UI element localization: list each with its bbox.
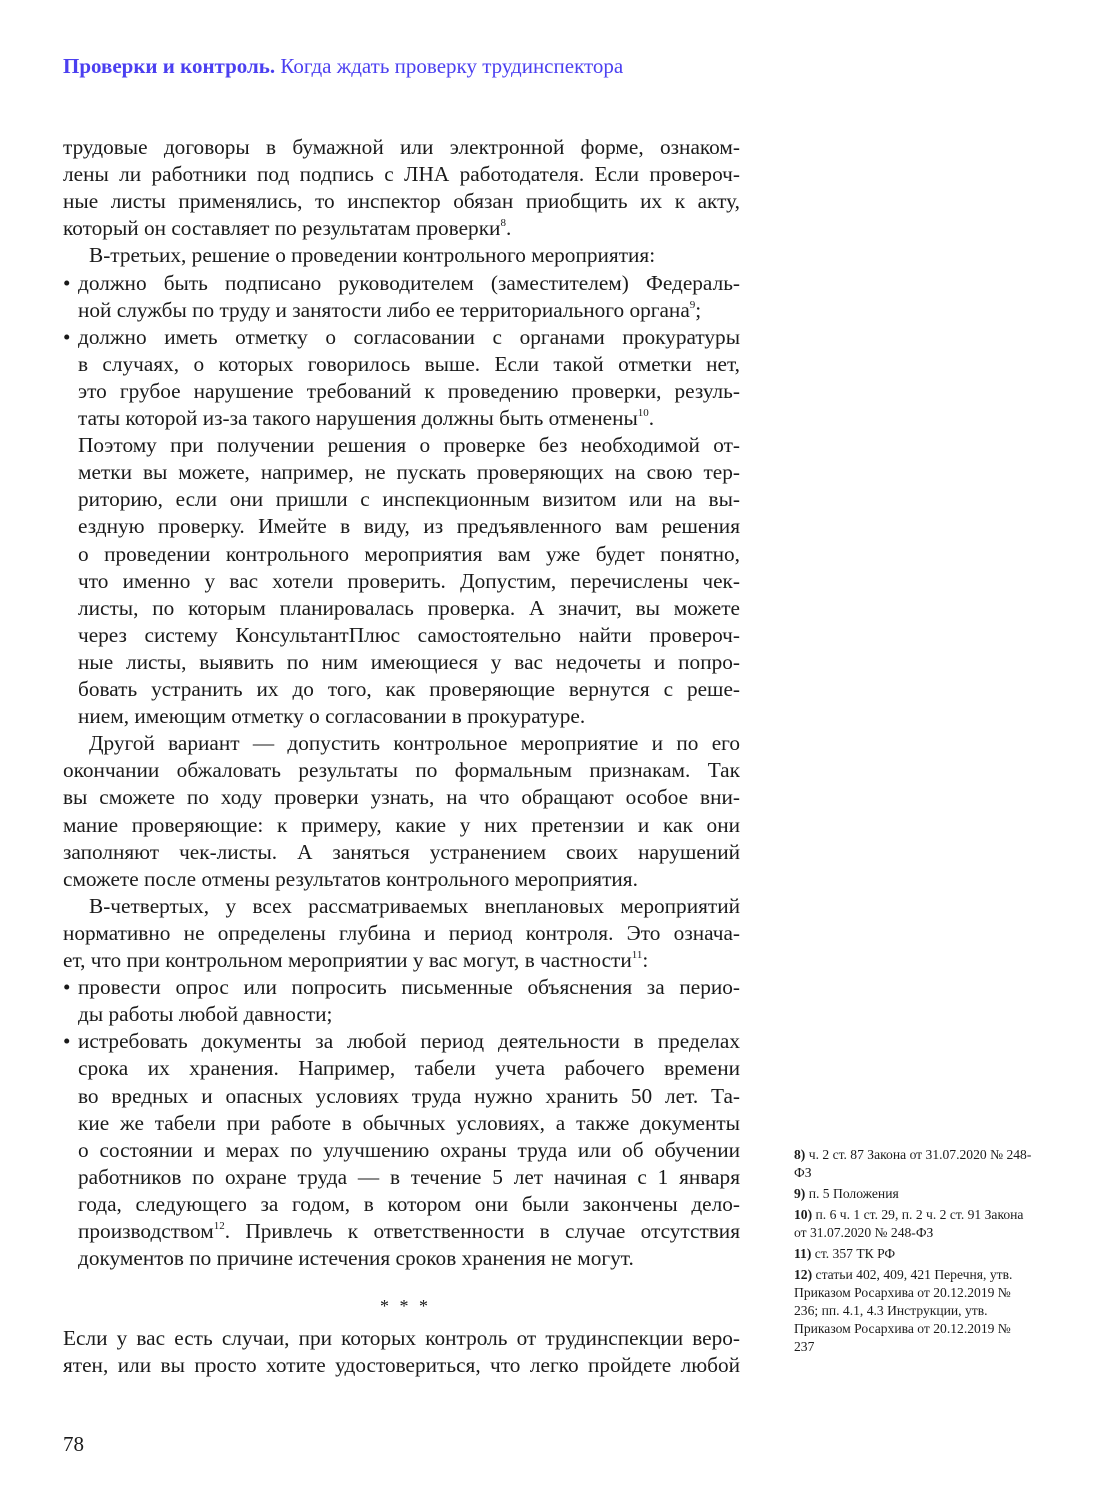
running-header [63,54,623,79]
footnote-number: 9) [794,1186,809,1201]
footnote-text: статьи 402, 409, 421 Перечня, утв. Приказом Росархива от 20.12.2019 № 236; пп. 4.1, 4.3 Инструкции, утв. Приказом Росархива от 20.12.2019 № 237 [794,1267,1013,1354]
text-line: производством$^{12}$. Привлечь к ответственности в случае отсутствия [78,1219,740,1243]
text-line: ятен, или вы просто хотите удостовериться, что легко пройдете любой [63,1353,740,1377]
text-line: риторию, если они пришли с инспекционным визитом или на вы- [78,487,740,512]
footnotes [794,1146,1034,1359]
text-line: года, следующего за годом, в котором они были закончены дело- [78,1191,740,1216]
text-line: мание проверяющие: к примеру, какие у них претензии и как они [63,812,740,837]
footnote-text: ч. 2 ст. 87 Закона от 31.07.2020 № 248-ФЗ [794,1147,1032,1180]
footnote-text: ст. 357 ТК РФ [814,1246,896,1261]
section-separator: * * * [380,1296,431,1316]
text-line: через систему КонсультантПлюс самостоятельно найти провероч- [78,622,740,647]
footnote-ref: 8 [500,217,506,230]
text-line: кие же табели при работе в обычных условиях, а также документы [78,1110,740,1135]
text-line: документов по причине истечения сроков хранения не могут. [78,1246,634,1271]
text-line: ные листы, выявить по ним имеющиеся у вас недочеты и попро- [78,649,740,674]
footnote-number: 8) [794,1147,809,1162]
footnote-ref: 11 [631,949,643,961]
page-number: 78 [63,1432,84,1456]
footnote-text: п. 6 ч. 1 ст. 29, п. 2 ч. 2 ст. 91 Закона от 31.07.2020 № 248-ФЗ [794,1207,1024,1240]
text-line: трудовые договоры в бумажной или электронной форме, ознаком- [63,135,740,159]
text-line: что именно у вас хотели проверить. Допустим, перечислены чек- [78,568,740,593]
text-line: Поэтому при получении решения о проверке без необходимой от- [78,433,740,458]
footnote-number: 12) [794,1267,816,1282]
text-line: нормативно не определены глубина и период контроля. Это означа- [63,920,740,945]
text-line: ной службы по труду и занятости либо ее территориального органа$^9$; [78,297,702,322]
text-line: Другой вариант — допустить контрольное мероприятие и по его [89,731,740,756]
text-line: во вредных и опасных условиях труда нужно хранить 50 лет. Та- [78,1083,740,1108]
footnote-ref: 10 [637,407,649,419]
text-line: лены ли работники под подпись с ЛНА работодателя. Если провероч- [63,162,740,187]
text-line: сможете после отмены результатов контрольного мероприятия. [63,866,638,891]
text-line: В-четвертых, у всех рассматриваемых внеплановых мероприятий [89,893,740,918]
text-line: в случаях, о которых говорилось выше. Если такой отметки нет, [78,351,740,376]
text-line: таты которой из-за такого нарушения должны быть отменены$^{10}$. [78,406,655,430]
footnote-ref: 9 [689,298,696,311]
text-line: работников по охране труда — в течение 5 лет начиная с 1 января [78,1164,740,1189]
text-line: вы сможете по ходу проверки узнать, на что обращают особое вни- [63,785,740,810]
text-line: о проведении контрольного мероприятия вам уже будет понятно, [78,541,740,566]
footnote-number: 10) [794,1207,816,1222]
header-section: Проверки и контроль. [63,54,276,78]
text-line: о состоянии и мерах по улучшению охраны труда или об обучении [78,1137,740,1162]
footnote [794,1245,1034,1263]
bullet-line: • должно быть подписано руководителем (заместителем) Федераль- [63,270,740,295]
header-title: Когда ждать проверку трудинспектора [280,54,624,78]
text-line: ды работы любой давности; [78,1002,333,1027]
text-line: ет, что при контрольном мероприятии у вас могут, в частности$^{11}$: [63,948,649,972]
bullet-line: • должно иметь отметку о согласовании с органами прокуратуры [63,324,740,349]
text-line: листы, по которым планировалась проверка. А значит, вы можете [78,595,740,620]
bullet-icon: • [63,975,71,1000]
footnote [794,1146,1034,1182]
text-line: который он составляет по результатам проверки$^8$. [63,216,512,241]
footnote [794,1206,1034,1242]
bullet-icon: • [63,1029,71,1054]
bullet-icon: • [63,324,71,349]
text-line: В-третьих, решение о проведении контрольного мероприятия: [89,243,656,268]
text-line: окончании обжаловать результаты по формальным признакам. Так [63,758,740,783]
text-line: ные листы применялись, то инспектор обязан приобщить их к акту, [63,189,740,214]
text-line: заполняют чек-листы. А заняться устранением своих нарушений [63,839,740,864]
footnote-ref: 12 [213,1220,225,1232]
footnote [794,1266,1034,1356]
text-line: метки вы можете, например, не пускать проверяющих на свою тер- [78,460,740,485]
text-line: ездную проверку. Имейте в виду, из предъявленного вам решения [78,514,740,539]
footnote-number: 11) [794,1246,815,1261]
footnote-text: п. 5 Положения [808,1186,899,1201]
bullet-line: • истребовать документы за любой период деятельности в пределах [63,1029,740,1054]
text-line: это грубое нарушение требований к проведению проверки, резуль- [78,378,740,403]
footnote [794,1185,1034,1203]
text-line: нием, имеющим отметку о согласовании в прокуратуре. [78,704,586,729]
text-line: бовать устранить их до того, как проверяющие вернутся с реше- [78,677,740,701]
bullet-line: • провести опрос или попросить письменные объяснения за перио- [63,975,740,1000]
text-line: Если у вас есть случаи, при которых контроль от трудинспекции веро- [63,1326,740,1350]
bullet-icon: • [63,270,71,295]
text-line: срока их хранения. Например, табели учета рабочего времени [78,1056,740,1081]
